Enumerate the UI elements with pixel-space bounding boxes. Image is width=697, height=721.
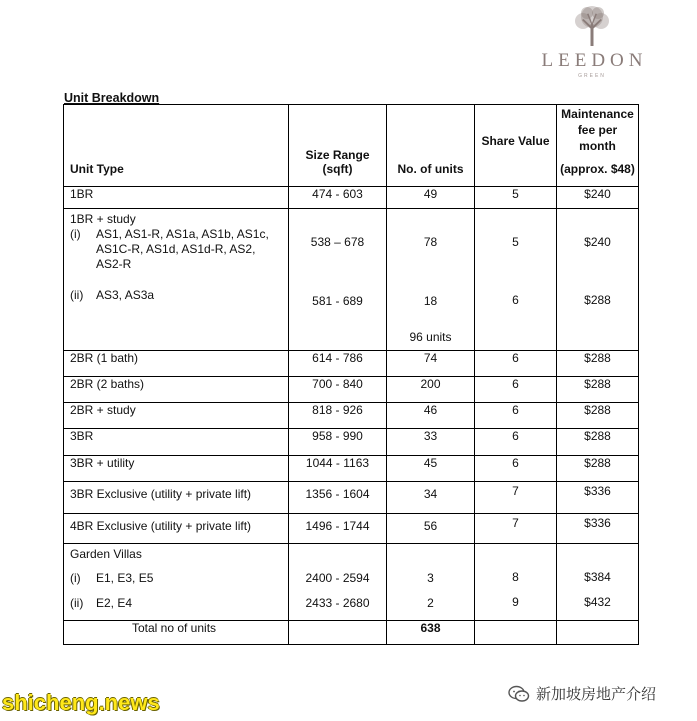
page-heading: Unit Breakdown [64, 91, 160, 105]
sub-label: AS1, AS1-R, AS1a, AS1b, AS1c, AS1C-R, AS1d, AS1d-R, AS2, AS2-R [96, 227, 269, 271]
share-value: 6 [475, 429, 557, 456]
table-row [64, 429, 639, 456]
table-row [64, 377, 639, 403]
table-row [64, 482, 639, 514]
col-header-share-value: Share Value [475, 105, 557, 187]
unit-count: 56 [387, 514, 475, 544]
size-range-group [289, 209, 387, 351]
unit-count: 3 [427, 571, 434, 585]
maintenance-fee: $288 [557, 351, 639, 377]
unit-type: 2BR + study [64, 403, 289, 429]
unit-type-group [64, 544, 289, 621]
unit-type: 4BR Exclusive (utility + private lift) [64, 514, 289, 544]
share-value: 7 [475, 514, 557, 544]
unit-count: 46 [387, 403, 475, 429]
size-range: 2400 - 2594 [305, 571, 370, 585]
table-row [64, 187, 639, 209]
maintenance-fee: $336 [557, 514, 639, 544]
sub-number: (ii) [70, 288, 84, 302]
size-range: 474 - 603 [289, 187, 387, 209]
maintenance-fee: $240 [584, 235, 611, 249]
empty-cell [475, 621, 557, 645]
total-row [64, 621, 639, 645]
unit-type: 1BR + study [70, 212, 136, 226]
unit-type: Garden Villas [70, 547, 142, 561]
sub-number: (i) [70, 227, 81, 241]
unit-count: 49 [387, 187, 475, 209]
unit-count: 18 [423, 294, 438, 308]
size-range: 1044 - 1163 [289, 456, 387, 482]
maintenance-label: Maintenance fee per month [561, 107, 634, 153]
sub-label: E2, E4 [96, 596, 133, 610]
unit-type: 2BR (1 bath) [64, 351, 289, 377]
share-value: 6 [475, 351, 557, 377]
empty-cell [557, 621, 639, 645]
sub-item [70, 571, 284, 585]
table-row [64, 403, 639, 429]
unit-type-group [64, 209, 289, 351]
maintenance-fee: $432 [584, 595, 611, 609]
size-range: 700 - 840 [289, 377, 387, 403]
table-row [64, 544, 639, 621]
size-range: 818 - 926 [289, 403, 387, 429]
maintenance-fee-group [557, 209, 639, 351]
col-header-size-range: Size Range (sqft) [289, 105, 387, 187]
share-value: 6 [475, 456, 557, 482]
total-value: 638 [387, 621, 475, 645]
total-label: Total no of units [64, 621, 289, 645]
unit-type: 2BR (2 baths) [64, 377, 289, 403]
share-value-group [475, 209, 557, 351]
sub-item [70, 288, 284, 303]
maintenance-fee: $384 [584, 570, 611, 584]
maintenance-fee: $240 [557, 187, 639, 209]
maintenance-fee: $288 [557, 456, 639, 482]
unit-count: 34 [387, 482, 475, 514]
unit-subtotal: 96 units [409, 330, 452, 344]
table-row [64, 514, 639, 544]
share-value-group [475, 544, 557, 621]
sub-number: (i) [70, 571, 81, 585]
share-value: 5 [512, 235, 519, 249]
unit-count: 33 [387, 429, 475, 456]
unit-type: 3BR + utility [64, 456, 289, 482]
share-value: 7 [475, 482, 557, 514]
unit-count: 200 [387, 377, 475, 403]
sub-item [70, 227, 284, 272]
size-range: 1496 - 1744 [289, 514, 387, 544]
sub-label: AS3, AS3a [96, 288, 155, 302]
unit-type: 3BR [64, 429, 289, 456]
share-value: 6 [512, 293, 519, 307]
maintenance-fee-group [557, 544, 639, 621]
table-row [64, 351, 639, 377]
share-value: 9 [512, 595, 519, 609]
wechat-account [508, 683, 656, 704]
unit-count: 2 [427, 596, 434, 610]
share-value: 6 [475, 377, 557, 403]
size-range: 538 – 678 [310, 235, 365, 249]
size-range: 2433 - 2680 [305, 596, 370, 610]
col-header-maintenance [557, 105, 639, 187]
sub-number: (ii) [70, 596, 84, 610]
share-value: 6 [475, 403, 557, 429]
logo-wordmark: LEEDON [541, 50, 648, 71]
leedon-logo [532, 4, 652, 84]
size-range: 581 - 689 [312, 294, 363, 308]
unit-type: 3BR Exclusive (utility + private lift) [64, 482, 289, 514]
unit-count-group [387, 544, 475, 621]
maintenance-fee: $336 [557, 482, 639, 514]
unit-count: 78 [423, 235, 438, 249]
empty-cell [289, 621, 387, 645]
maintenance-fee: $288 [557, 403, 639, 429]
col-header-no-units: No. of units [387, 105, 475, 187]
share-value: 8 [512, 570, 519, 584]
size-range: 958 - 990 [289, 429, 387, 456]
logo-subtitle: GREEN [578, 73, 606, 79]
share-value: 5 [475, 187, 557, 209]
maintenance-fee: $288 [584, 293, 611, 307]
unit-type: 1BR [64, 187, 289, 209]
maintenance-fee: $288 [557, 377, 639, 403]
tree-icon [569, 4, 615, 48]
table-row [64, 456, 639, 482]
header-row [64, 105, 639, 187]
sub-label: E1, E3, E5 [96, 571, 154, 585]
size-range: 1356 - 1604 [289, 482, 387, 514]
unit-count-group [387, 209, 475, 351]
unit-count: 45 [387, 456, 475, 482]
maintenance-approx: (approx. $48) [560, 162, 635, 176]
maintenance-fee: $288 [557, 429, 639, 456]
wechat-icon [508, 685, 530, 703]
unit-count: 74 [387, 351, 475, 377]
size-range: 614 - 786 [289, 351, 387, 377]
size-range-group [289, 544, 387, 621]
site-watermark: shicheng.news [2, 690, 160, 715]
wechat-label: 新加坡房地产介绍 [536, 686, 657, 703]
unit-breakdown-table [63, 104, 639, 645]
col-header-unit-type: Unit Type [64, 105, 289, 187]
table-row [64, 209, 639, 351]
sub-item [70, 596, 284, 610]
